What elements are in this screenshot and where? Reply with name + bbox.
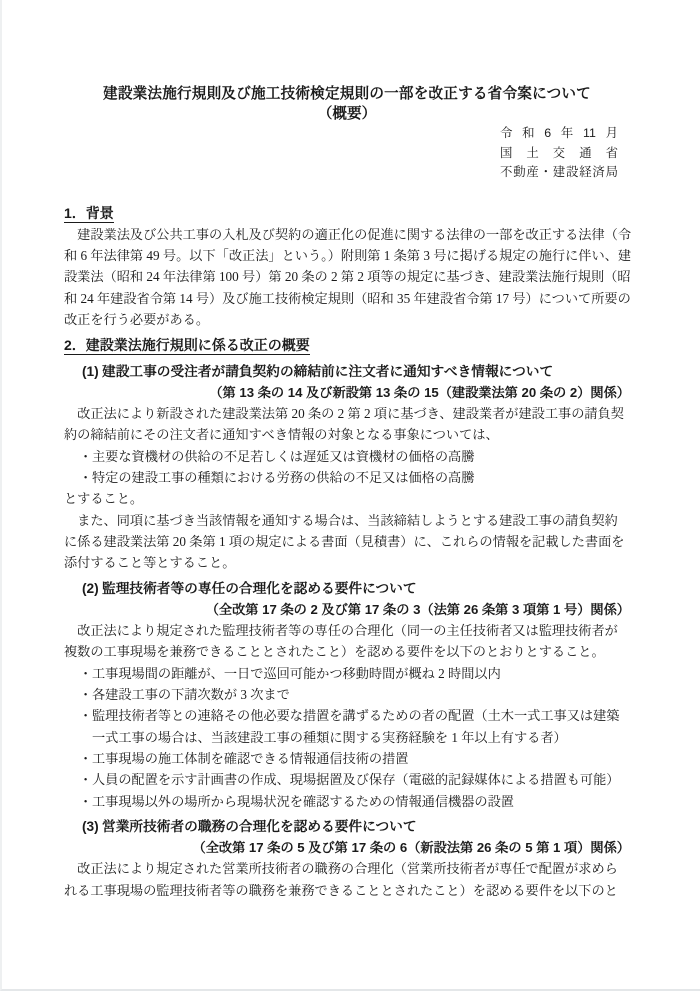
text-line: 和 24 年建設省令第 14 号）及び施工技術検定規則（昭和 35 年建設省令第 17 号）について所要の xyxy=(64,290,631,306)
text-line: また、同項に基づき当該情報を通知する場合は、当該締結しようとする建設工事の請負契約 xyxy=(64,512,618,528)
bullet-text xyxy=(92,684,630,705)
subsection-article-reference: （全改第 17 条の 5 及び第 17 条の 6（新設法第 26 条の 5 第 1 項）関係） xyxy=(192,840,630,856)
bullet-marker: ・ xyxy=(79,793,93,809)
bullet-marker: ・ xyxy=(79,665,93,681)
text-line: 一式工事の場合は、当該建設工事の種類に関する実務経験を 1 年以上有する者） xyxy=(92,729,567,745)
bullet-marker: ・ xyxy=(79,772,93,788)
text-line: 監理技術者等との連絡その他必要な措置を講ずるための者の配置（土木一式工事又は建築 xyxy=(92,708,620,724)
paragraph xyxy=(64,403,630,446)
bullet-item xyxy=(64,791,630,812)
bullet-list xyxy=(64,663,630,812)
bullet-text xyxy=(92,446,630,467)
bullet-text xyxy=(92,467,630,488)
text-line: 建設業法及び公共工事の入札及び契約の適正化の促進に関する法律の一部を改正する法律（令 xyxy=(64,226,632,242)
page-content xyxy=(2,0,700,901)
paragraph xyxy=(64,620,630,663)
text-line: 工事現場以外の場所から現場状況を確認するための情報通信機器の設置 xyxy=(92,793,514,809)
subsection-number: (1) xyxy=(82,363,99,379)
text-line: 複数の工事現場を兼務できることとされたこと）を認める要件を以下のとおりとすること。 xyxy=(64,644,605,660)
subsection-title: 監理技術者等の専任の合理化を認める要件について xyxy=(102,580,417,596)
text-line: 主要な資機材の供給の不足若しくは遅延又は資機材の価格の高騰 xyxy=(92,448,475,464)
text-line: 設業法（昭和 24 年法律第 100 号）第 20 条の 2 第 2 項等の規定に基づき、建設業法施行規則（昭 xyxy=(64,269,631,285)
paragraph xyxy=(64,510,630,574)
section-2-heading-text: 2．建設業法施行規則に係る改正の概要 xyxy=(64,337,310,354)
subsection-3 xyxy=(64,816,630,901)
text-line: 改正法により規定された監理技術者等の専任の合理化（同一の主任技術者又は監理技術者が xyxy=(64,623,618,639)
subsection-heading xyxy=(64,361,630,382)
paragraph xyxy=(64,488,630,509)
text-line: 特定の建設工事の種類における労務の供給の不足又は価格の高騰 xyxy=(92,470,475,486)
text-line: 工事現場の施工体制を確認できる情報通信技術の措置 xyxy=(92,750,409,766)
ministry-name: 国土交通省 xyxy=(500,145,618,160)
bureau-name: 不動産・建設経済局 xyxy=(500,165,618,179)
text-line: 各建設工事の下請次数が 3 次まで xyxy=(92,687,290,703)
text-line: れる工事現場の監理技術者等の職務を兼務できることとされたこと）を認める要件を以下のと xyxy=(64,882,618,898)
section-1-heading xyxy=(64,203,630,224)
subsection-heading xyxy=(64,578,630,599)
bullet-item xyxy=(64,705,630,748)
bullet-marker: ・ xyxy=(79,470,93,486)
subsections-container xyxy=(64,361,630,901)
section-2-heading xyxy=(64,335,630,356)
bullet-item xyxy=(64,446,630,467)
bullet-marker: ・ xyxy=(79,708,93,724)
subsection-number: (2) xyxy=(82,580,99,596)
subsection-title: 建設工事の受注者が請負契約の締結前に注文者に通知すべき情報について xyxy=(102,363,554,379)
bullet-item xyxy=(64,748,630,769)
section-1-heading-text: 1．背景 xyxy=(64,204,114,221)
text-line: 改正を行う必要がある。 xyxy=(64,311,210,327)
text-line: 添付すること等とすること。 xyxy=(64,555,236,571)
bullet-text xyxy=(92,791,630,812)
text-line: 工事現場間の距離が、一日で巡回可能かつ移動時間が概ね 2 時間以内 xyxy=(92,665,501,681)
section-1-paragraph xyxy=(64,224,630,330)
subsection-heading xyxy=(64,816,630,837)
bullet-item xyxy=(64,663,630,684)
bullet-marker: ・ xyxy=(79,750,93,766)
bullet-text xyxy=(92,663,630,684)
document-subtitle: （概要） xyxy=(317,106,377,122)
date-line: 令和6年11月 xyxy=(500,126,618,140)
text-line: 改正法により新設された建設業法第 20 条の 2 第 2 項に基づき、建設業者が建設工事の請負契 xyxy=(64,406,624,422)
text-line: 人員の配置を示す計画書の作成、現場据置及び保存（電磁的記録媒体による措置も可能） xyxy=(92,772,620,788)
bullet-item xyxy=(64,769,630,790)
bullet-marker: ・ xyxy=(79,687,93,703)
text-line: に係る建設業法第 20 条第 1 項の規定による書面（見積書）に、これらの情報を記載した書面を xyxy=(64,533,625,549)
subsection-article-reference: （全改第 17 条の 2 及び第 17 条の 3（法第 26 条第 3 項第 1 号）関係） xyxy=(205,601,630,617)
bullet-list xyxy=(64,446,630,489)
date-org-block xyxy=(500,124,618,183)
subsection-1 xyxy=(64,361,630,574)
subsection-title: 営業所技術者の職務の合理化を認める要件について xyxy=(102,818,417,834)
subsection-number: (3) xyxy=(82,818,99,834)
paragraph xyxy=(64,858,630,901)
text-line: 和 6 年法律第 49 号。以下「改正法」という。）附則第 1 条第 3 号に掲げる規定の施行に伴い、建 xyxy=(64,248,632,264)
bullet-text xyxy=(92,769,630,790)
bullet-marker: ・ xyxy=(79,448,93,464)
text-line: 改正法により規定された営業所技術者の職務の合理化（営業所技術者が専任で配置が求めら xyxy=(64,861,618,877)
subsection-article-reference: （第 13 条の 14 及び新設第 13 条の 15（建設業法第 20 条の 2）関係） xyxy=(209,384,630,400)
bullet-text xyxy=(92,705,630,748)
document-title: 建設業法施行規則及び施工技術検定規則の一部を改正する省令案について xyxy=(103,86,591,102)
bullet-item xyxy=(64,467,630,488)
bullet-item xyxy=(64,684,630,705)
bullet-text xyxy=(92,748,630,769)
subsection-2 xyxy=(64,578,630,812)
text-line: 約の締結前にその注文者に通知すべき情報の対象となる事象については、 xyxy=(64,427,499,443)
text-line: とすること。 xyxy=(64,491,144,507)
